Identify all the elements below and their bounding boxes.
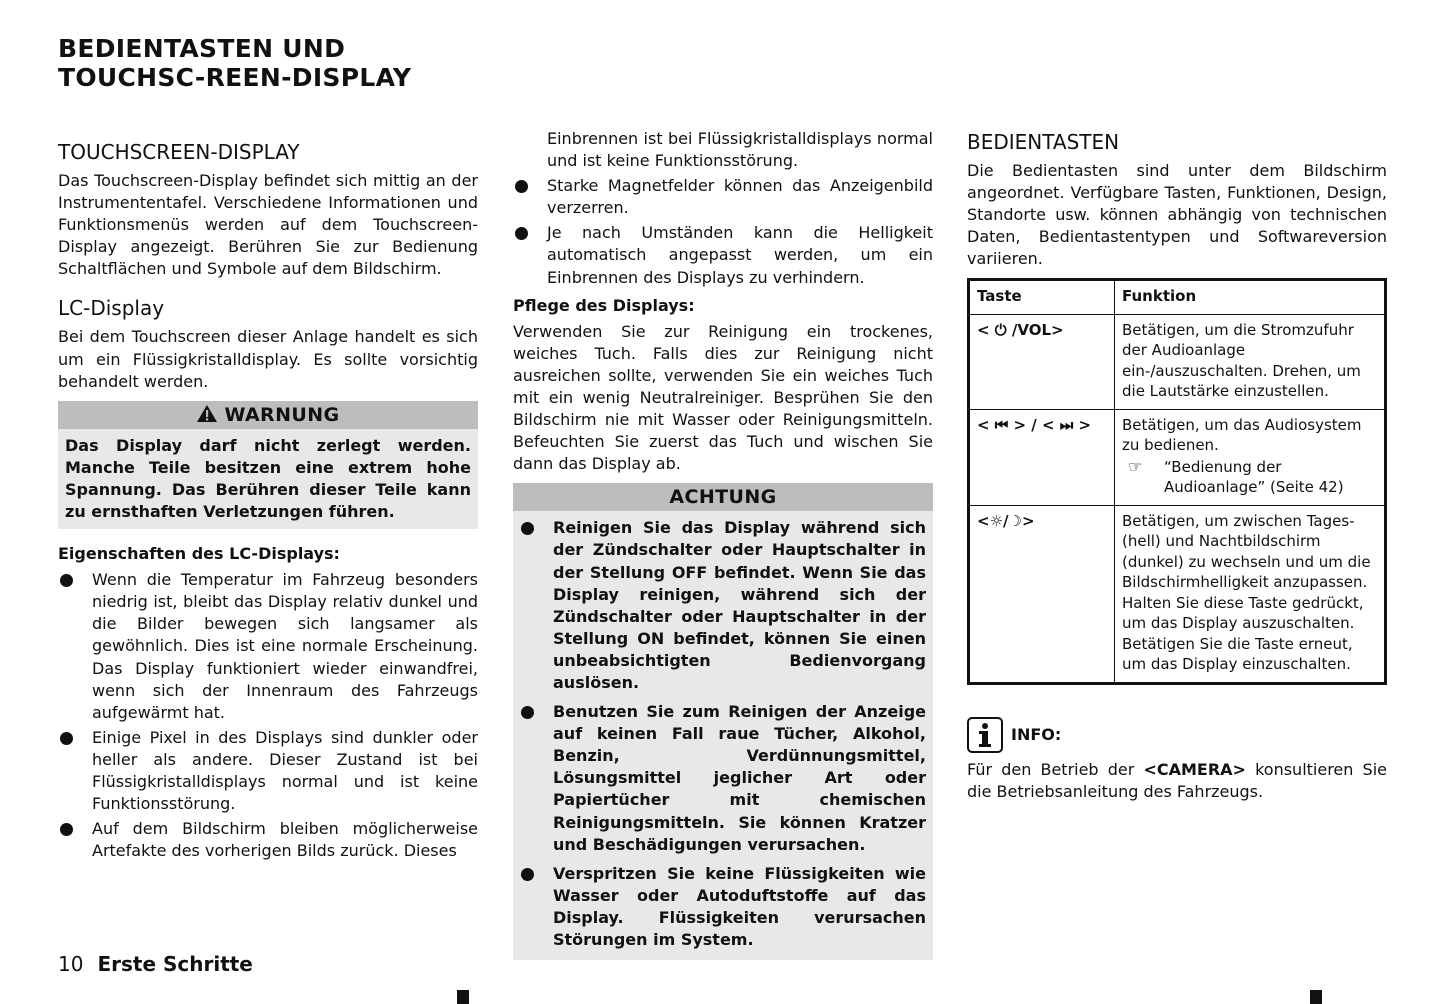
crop-mark — [1310, 990, 1322, 1004]
info-header — [967, 717, 1387, 753]
column-right — [967, 130, 1387, 803]
section-heading-controls: BEDIENTASTEN — [967, 130, 1120, 154]
table-cell: Betätigen, um die Stromzufuhr der Audioanlage ein-/auszuschalten. Drehen, um die Lautstärke einzustellen. — [1115, 314, 1386, 409]
lc-properties-list — [58, 569, 478, 862]
bullet-icon — [60, 574, 73, 587]
list-item — [513, 517, 926, 694]
column-middle — [513, 128, 933, 960]
display-notes-list — [513, 175, 933, 288]
list-item-text: Auf dem Bildschirm bleiben möglicherweise Artefakte des vorherigen Bilds zurück. Dieses — [92, 819, 478, 861]
list-item — [58, 569, 478, 724]
list-item — [513, 701, 926, 856]
list-item — [58, 818, 478, 862]
table-row — [969, 409, 1386, 505]
list-item-text: Verspritzen Sie keine Flüssigkeiten wie Wasser oder Autoduftstoffe auf das Display. Flüssigkeiten verursachen Störungen im System. — [553, 863, 926, 949]
lc-display-paragraph: Bei dem Touchscreen dieser Anlage handelt es sich um ein Flüssigkristalldisplay. Es sollte vorsichtig behandelt werden. — [58, 327, 478, 391]
page-footer — [58, 951, 253, 977]
bullet-icon — [515, 227, 528, 240]
section-heading-lc-display: LC-Display — [58, 296, 165, 321]
footer-section-title: Erste Schritte — [97, 952, 253, 976]
cross-reference-text: “Bedienung der Audioanlage” (Seite 42) — [1164, 457, 1344, 497]
info-text-part: konsultieren Sie die Betriebsanleitung des Fahrzeugs. — [967, 759, 1387, 802]
bullet-icon — [515, 180, 528, 193]
power-vol-key: < ⏻ /VOL> — [969, 314, 1115, 409]
camera-key-label: <CAMERA> — [1143, 759, 1246, 779]
list-item — [513, 222, 933, 288]
page-title: BEDIENTASTEN UND TOUCHSC-REEN-DISPLAY — [58, 34, 412, 92]
bullet-icon — [521, 522, 534, 535]
table-cell-text: Betätigen, um das Audiosystem zu bedienen. — [1122, 415, 1362, 455]
continued-text: Einbrennen ist bei Flüssigkristalldisplays normal und ist keine Funktionsstörung. — [547, 129, 933, 171]
warning-header — [58, 401, 478, 429]
table-header-key: Taste — [969, 280, 1115, 315]
lc-properties-heading: Eigenschaften des LC-Displays: — [58, 544, 340, 564]
warning-label: WARNUNG — [224, 403, 340, 426]
track-skip-keys: < ⏮ > / < ⏭ > — [969, 409, 1115, 505]
display-care-paragraph: Verwenden Sie zur Reinigung ein trockenes, weiches Tuch. Falls dies zur Reinigung nicht ausreichen sollte, verwenden Sie ein weiches Tuch mit ein wenig Neutralreiniger. Besprühen Sie den Bildschirm nie mit Wasser oder Reinigungsmitteln. Befeuchten Sie zuerst das Tuch und wischen Sie dann das Display ab. — [513, 321, 933, 474]
bullet-icon — [60, 732, 73, 745]
bullet-icon — [521, 706, 534, 719]
list-item — [513, 863, 926, 951]
section-heading-touchscreen: TOUCHSCREEN-DISPLAY — [58, 140, 300, 164]
table-header-function: Funktion — [1115, 280, 1386, 315]
cross-reference — [1128, 457, 1377, 498]
list-item — [58, 727, 478, 815]
info-label: INFO: — [1011, 725, 1062, 745]
list-item-text: Je nach Umständen kann die Helligkeit automatisch angepasst werden, um ein Einbrennen des Displays zu verhindern. — [547, 223, 933, 287]
table-row — [969, 505, 1386, 683]
list-item-text: Wenn die Temperatur im Fahrzeug besonders niedrig ist, bleibt das Display relativ dunkel und die Bilder bewegen sich langsamer als gewöhnlich. Dies ist eine normale Erscheinung. Das Display funktioniert wieder einwandfrei, wenn sich der Innenraum des Fahrzeugs aufgewärmt hat. — [92, 570, 478, 722]
table-row — [969, 314, 1386, 409]
info-icon — [967, 717, 1003, 753]
table-cell — [1115, 409, 1386, 505]
bullet-icon — [60, 823, 73, 836]
display-care-heading: Pflege des Displays: — [513, 295, 695, 315]
table-header-row — [969, 280, 1386, 315]
list-item — [513, 175, 933, 219]
list-item-text: Starke Magnetfelder können das Anzeigenbild verzerren. — [547, 176, 933, 218]
warning-box — [58, 401, 478, 529]
touchscreen-paragraph: Das Touchscreen-Display befindet sich mittig an der Instrumententafel. Verschiedene Informationen und Funktionsmenüs werden auf dem Touchscreen-Display angezeigt. Berühren Sie zur Bedienung Schaltflächen und Symbole auf dem Bildschirm. — [58, 171, 478, 279]
caution-list — [513, 511, 933, 960]
bullet-icon — [521, 868, 534, 881]
caution-box — [513, 483, 933, 960]
list-item-text: Einige Pixel in des Displays sind dunkler oder heller als andere. Dieser Zustand ist bei Flüssigkristalldisplays normal und ist keine Funktionsstörung. — [92, 727, 478, 814]
controls-table — [967, 278, 1387, 685]
list-item-text: Reinigen Sie das Display während sich der Zündschalter oder Hauptschalter in der Stellung OFF befindet. Wenn Sie das Display reinigen, während sich der Zündschalter oder Hauptschalter in der Stellung ON befindet, können Sie einen unbeabsichtigten Bedienvorgang auslösen. — [553, 518, 926, 692]
info-text-part: Für den Betrieb der — [967, 759, 1144, 779]
warning-text: Das Display darf nicht zerlegt werden. Manche Teile besitzen eine extrem hohe Spannung. Das Berühren dieser Teile kann zu ernsthaften Verletzungen führen. — [65, 435, 471, 522]
table-cell: Betätigen, um zwischen Tages- (hell) und Nachtbildschirm (dunkel) zu wechseln und um die Bildschirmhelligkeit anzupassen. Halten Sie diese Taste gedrückt, um das Display auszuschalten. Betätigen Sie die Taste erneut, um das Display einzuschalten. — [1115, 505, 1386, 683]
page-number: 10 — [58, 952, 84, 976]
day-night-key: <☼/☽> — [969, 505, 1115, 683]
warning-triangle-icon — [196, 404, 218, 423]
info-text — [967, 759, 1387, 803]
caution-header: ACHTUNG — [513, 483, 933, 511]
controls-intro: Die Bedientasten sind unter dem Bildschirm angeordnet. Verfügbare Tasten, Funktionen, Design, Standorte usw. können abhängig von technischen Daten, Bedientastentypen und Softwareversion variieren. — [967, 161, 1387, 269]
list-item-text: Benutzen Sie zum Reinigen der Anzeige auf keinen Fall raue Tücher, Alkohol, Benzin, Verdünnungsmittel, Lösungsmittel jeglicher Art oder Papiertücher mit chemischen Reinigungsmitteln. Sie können Kratzer und Beschädigungen verursachen. — [553, 702, 926, 854]
column-left — [58, 128, 478, 865]
pointing-hand-icon: ☞ — [1128, 456, 1143, 476]
crop-mark — [457, 990, 469, 1004]
